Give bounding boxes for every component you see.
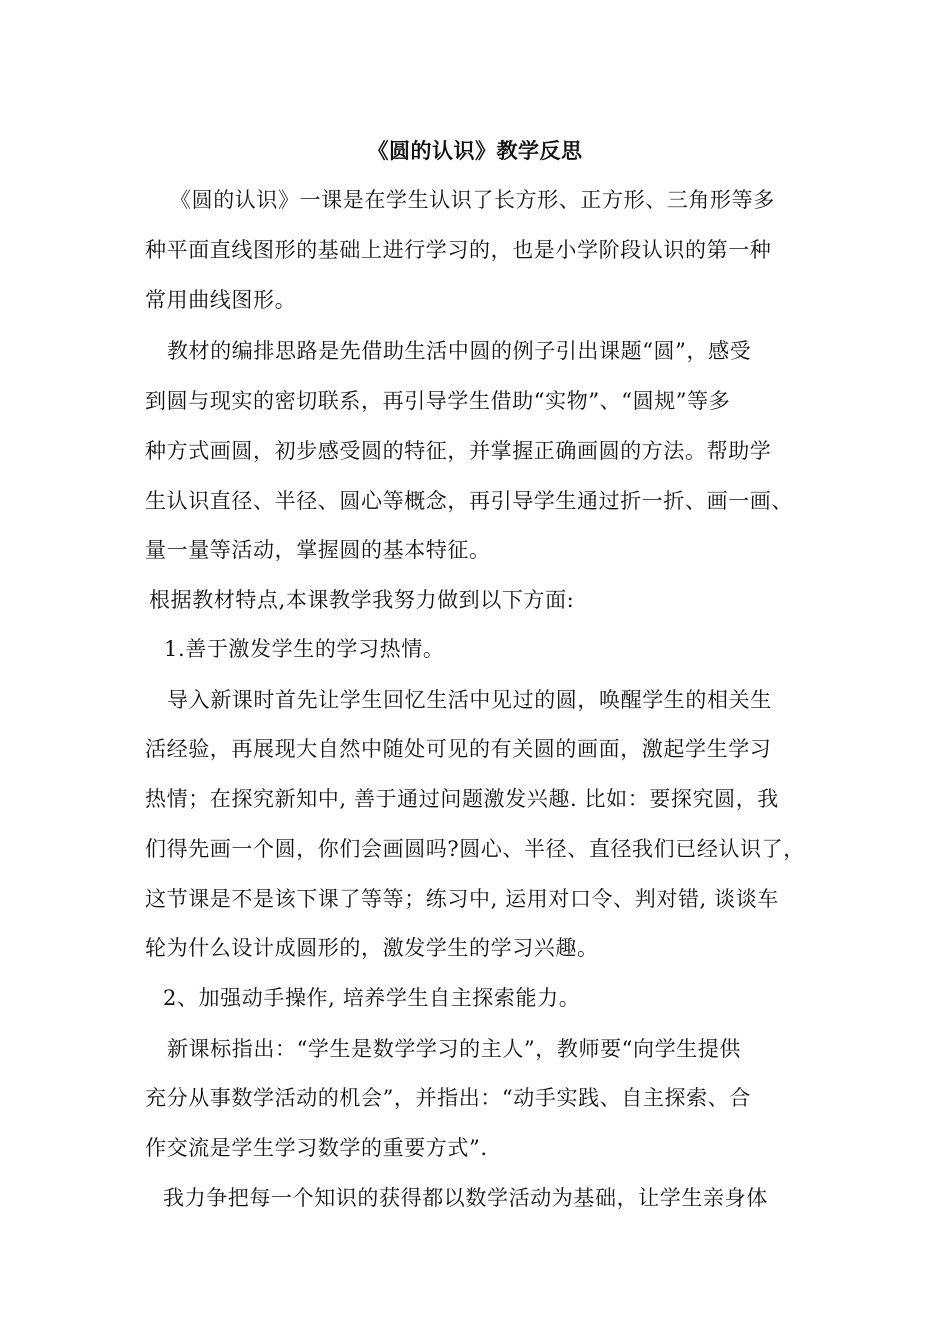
text-line: 量一量等活动，掌握圆的基本特征。 — [145, 538, 491, 562]
text-line: 教材的编排思路是先借助生活中圆的例子引出课题“圆”，感受 — [167, 339, 752, 363]
text-line: 这节课是不是该下课了等等；练习中, 运用对口令、判对错, 谈谈车 — [145, 887, 779, 911]
text-line: 种方式画圆，初步感受圆的特征，并掌握正确画圆的方法。帮助学 — [145, 439, 772, 463]
text-line: 根据教材特点,本课教学我努力做到以下方面: — [149, 588, 575, 612]
text-line: 我力争把每一个知识的获得都以数学活动为基础，让学生亲身体 — [163, 1186, 768, 1210]
text-line: 导入新课时首先让学生回忆生活中见过的圆，唤醒学生的相关生 — [167, 688, 772, 712]
text-line: 2、加强动手操作, 培养学生自主探索能力。 — [163, 986, 581, 1010]
text-line: 充分从事数学活动的机会”，并指出：“动手实践、自主探索、合 — [145, 1086, 751, 1110]
text-line: 常用曲线图形。 — [145, 288, 297, 312]
text-line: 作交流是学生学习数学的重要方式”. — [145, 1136, 488, 1160]
text-line: 《圆的认识》一课是在学生认识了长方形、正方形、三角形等多 — [170, 188, 775, 212]
document-title: 《圆的认识》教学反思 — [367, 138, 583, 163]
text-line: 到圆与现实的密切联系，再引导学生借助“实物”、“圆规”等多 — [145, 389, 731, 413]
text-line: 热情；在探究新知中, 善于通过问题激发兴趣. 比如：要探究圆，我 — [145, 787, 779, 811]
text-line: 1.善于激发学生的学习热情。 — [164, 637, 445, 661]
text-line: 轮为什么设计成圆形的，激发学生的学习兴趣。 — [145, 936, 599, 960]
text-line: 活经验，再展现大自然中随处可见的有关圆的画面，激起学生学习 — [145, 737, 772, 761]
text-line: 们得先画一个圆，你们会画圆吗?圆心、半径、直径我们已经认识了， — [145, 837, 805, 861]
text-line: 生认识直径、半径、圆心等概念，再引导学生通过折一折、画一画、 — [145, 489, 793, 513]
text-line: 新课标指出：“学生是数学学习的主人”，教师要“向学生提供 — [167, 1037, 742, 1061]
text-line: 种平面直线图形的基础上进行学习的，也是小学阶段认识的第一种 — [145, 238, 772, 262]
